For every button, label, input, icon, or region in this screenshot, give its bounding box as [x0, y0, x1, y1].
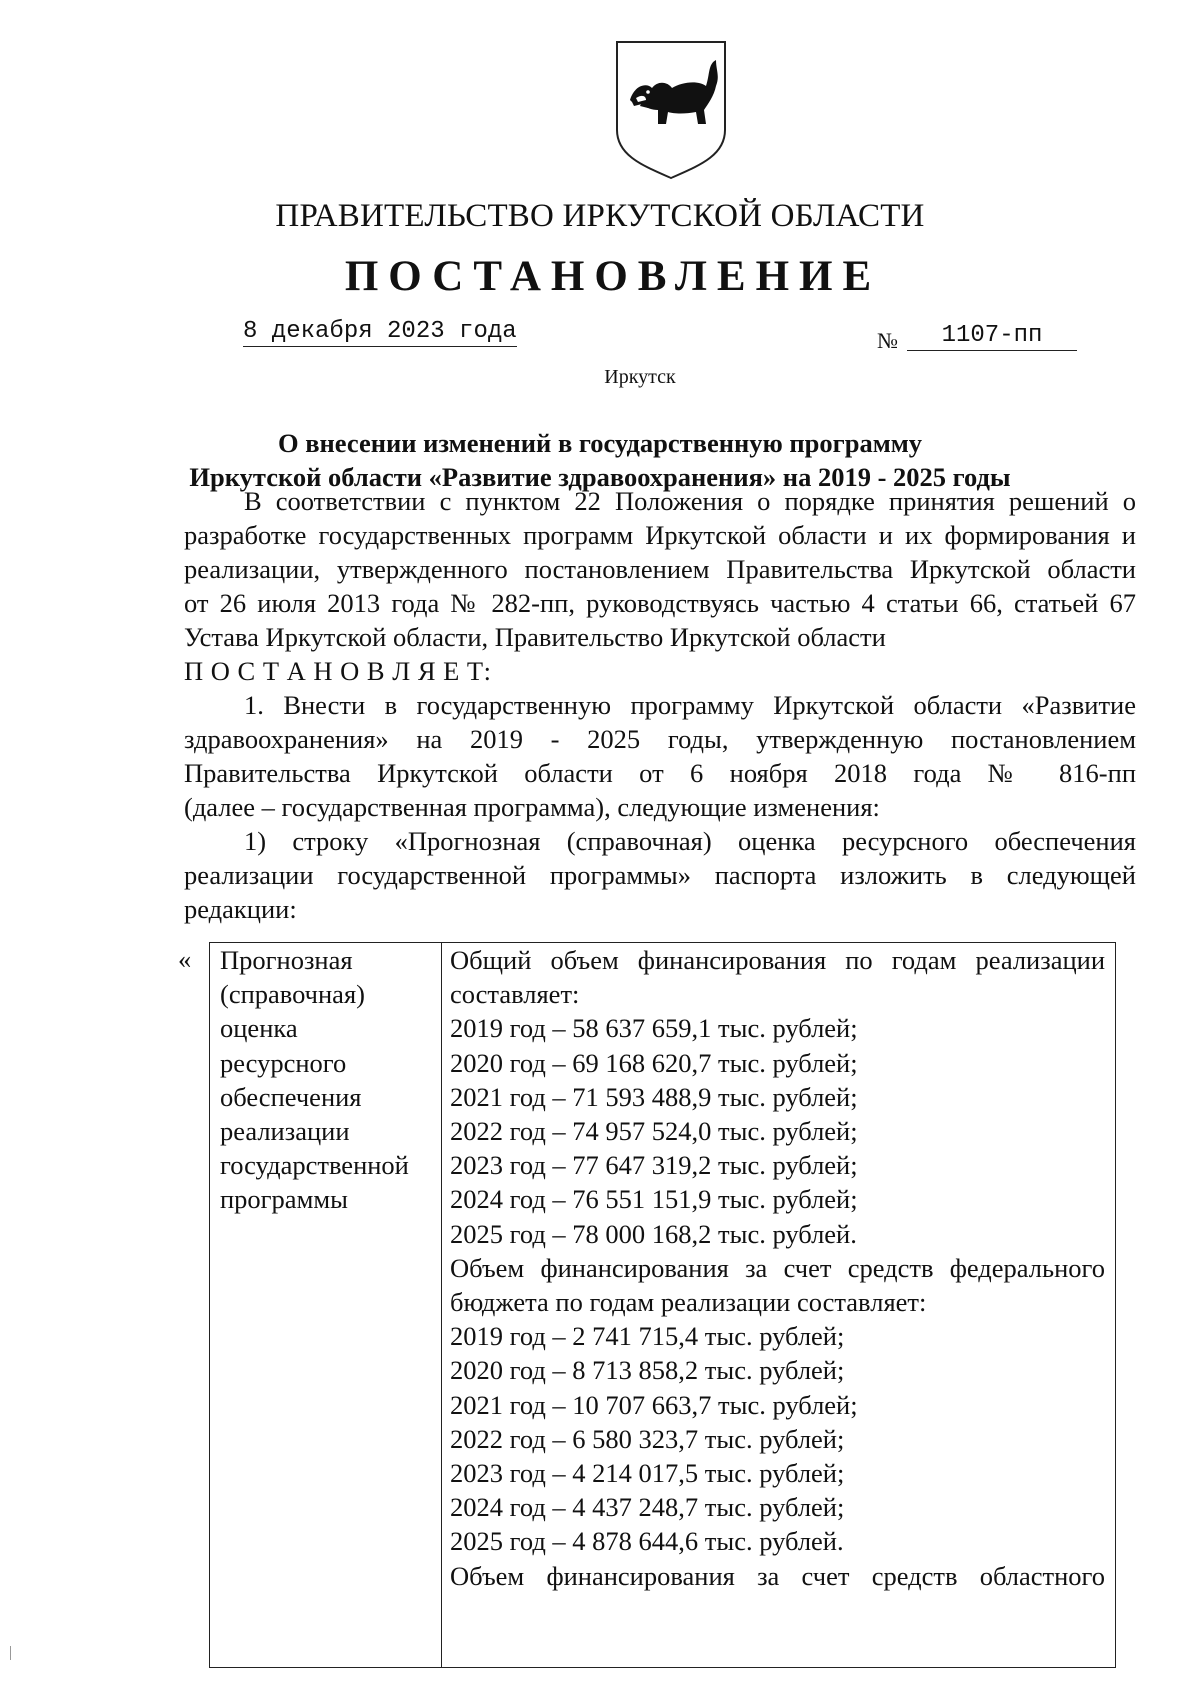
federal-header-line-1: Объем финансирования за счет средств федерального: [450, 1252, 1105, 1283]
total-year-row: 2023 год – 77 647 319,2 тыс. рублей;: [450, 1150, 858, 1181]
document-type-title: ПОСТАНОВЛЕНИЕ: [344, 253, 882, 300]
preamble-line-2: разработке государственных программ Иркутской области и их формирования и: [184, 520, 1136, 550]
left-cell-line: ресурсного: [220, 1047, 347, 1078]
federal-header-line-2: бюджета по годам реализации составляет:: [450, 1287, 927, 1318]
city-name: Иркутск: [604, 366, 676, 388]
heading-line-1: О внесении изменений в государственную программу: [277, 428, 923, 458]
total-year-row: 2019 год – 58 637 659,1 тыс. рублей;: [450, 1013, 858, 1044]
left-cell-line: государственной: [220, 1150, 409, 1181]
sub-item-line-3: редакции:: [184, 894, 297, 924]
scan-mark: [10, 1646, 11, 1660]
item-1-line-2: здравоохранения» на 2019 - 2025 годы, утвержденную постановлением: [184, 724, 1136, 754]
coat-of-arms-emblem: [612, 38, 730, 182]
table-left-cell: [220, 943, 435, 1217]
sub-item-paragraph: [184, 824, 1136, 926]
federal-year-row: 2019 год – 2 741 715,4 тыс. рублей;: [450, 1321, 845, 1352]
total-header-line-1: Общий объем финансирования по годам реализации: [450, 945, 1105, 975]
document-number: 1107-пп: [907, 322, 1077, 351]
federal-year-row: 2021 год – 10 707 663,7 тыс. рублей;: [450, 1389, 858, 1420]
total-year-row: 2024 год – 76 551 151,9 тыс. рублей;: [450, 1184, 858, 1215]
preamble-paragraph: [184, 484, 1136, 688]
date-value: 8 декабря 2023 года: [243, 318, 517, 345]
item-1-line-3: Правительства Иркутской области от 6 ноября 2018 года № 816-пп: [184, 758, 1136, 788]
federal-year-row: 2020 год – 8 713 858,2 тыс. рублей;: [450, 1355, 845, 1386]
federal-year-row: 2024 год – 4 437 248,7 тыс. рублей;: [450, 1492, 845, 1523]
total-header-line-2: составляет:: [450, 979, 580, 1010]
left-cell-line: (справочная): [220, 979, 365, 1010]
federal-year-row: 2023 год – 4 214 017,5 тыс. рублей;: [450, 1458, 845, 1489]
organization-name: ПРАВИТЕЛЬСТВО ИРКУТСКОЙ ОБЛАСТИ: [275, 198, 925, 234]
regional-header-line-1: Объем финансирования за счет средств областного: [450, 1560, 1105, 1591]
total-year-row: 2022 год – 74 957 524,0 тыс. рублей;: [450, 1116, 858, 1147]
left-cell-line: оценка: [220, 1013, 298, 1044]
decree-word: П О С Т А Н О В Л Я Е Т:: [184, 656, 492, 686]
preamble-line-5: Устава Иркутской области, Правительство Иркутской области: [184, 622, 886, 652]
preamble-line-4: от 26 июля 2013 года № 282-пп, руководствуясь частью 4 статьи 66, статьей 67: [184, 588, 1136, 618]
preamble-line-1: В соответствии с пунктом 22 Положения о порядке принятия решений о: [244, 486, 1136, 516]
item-1-line-1: 1. Внести в государственную программу Иркутской области «Развитие: [244, 690, 1136, 720]
table-divider: [441, 943, 442, 1667]
left-cell-line: Прогнозная: [220, 945, 353, 975]
open-quote: «: [178, 944, 192, 974]
sub-item-line-1: 1) строку «Прогнозная (справочная) оценка ресурсного обеспечения: [244, 826, 1136, 856]
preamble-line-3: реализации, утвержденного постановлением Правительства Иркутской области: [184, 554, 1136, 584]
total-year-row: 2021 год – 71 593 488,9 тыс. рублей;: [450, 1081, 858, 1112]
total-year-row: 2025 год – 78 000 168,2 тыс. рублей.: [450, 1218, 857, 1249]
item-1-line-4: (далее – государственная программа), следующие изменения:: [184, 792, 880, 822]
sub-item-line-2: реализации государственной программы» паспорта изложить в следующей: [184, 860, 1136, 890]
federal-year-row: 2022 год – 6 580 323,7 тыс. рублей;: [450, 1423, 845, 1454]
federal-year-row: 2025 год – 4 878 644,6 тыс. рублей.: [450, 1526, 844, 1557]
heading-line-2: Иркутской области «Развитие здравоохранения» на 2019 - 2025 годы: [189, 462, 1011, 492]
number-sign: №: [877, 328, 898, 353]
total-year-row: 2020 год – 69 168 620,7 тыс. рублей;: [450, 1047, 858, 1078]
left-cell-line: реализации: [220, 1116, 350, 1147]
table-right-cell: [450, 943, 1105, 1593]
left-cell-line: программы: [220, 1184, 348, 1215]
funding-table: [209, 942, 1116, 1668]
item-1-paragraph: [184, 688, 1136, 824]
left-cell-line: обеспечения: [220, 1081, 362, 1112]
document-date: [243, 318, 517, 345]
